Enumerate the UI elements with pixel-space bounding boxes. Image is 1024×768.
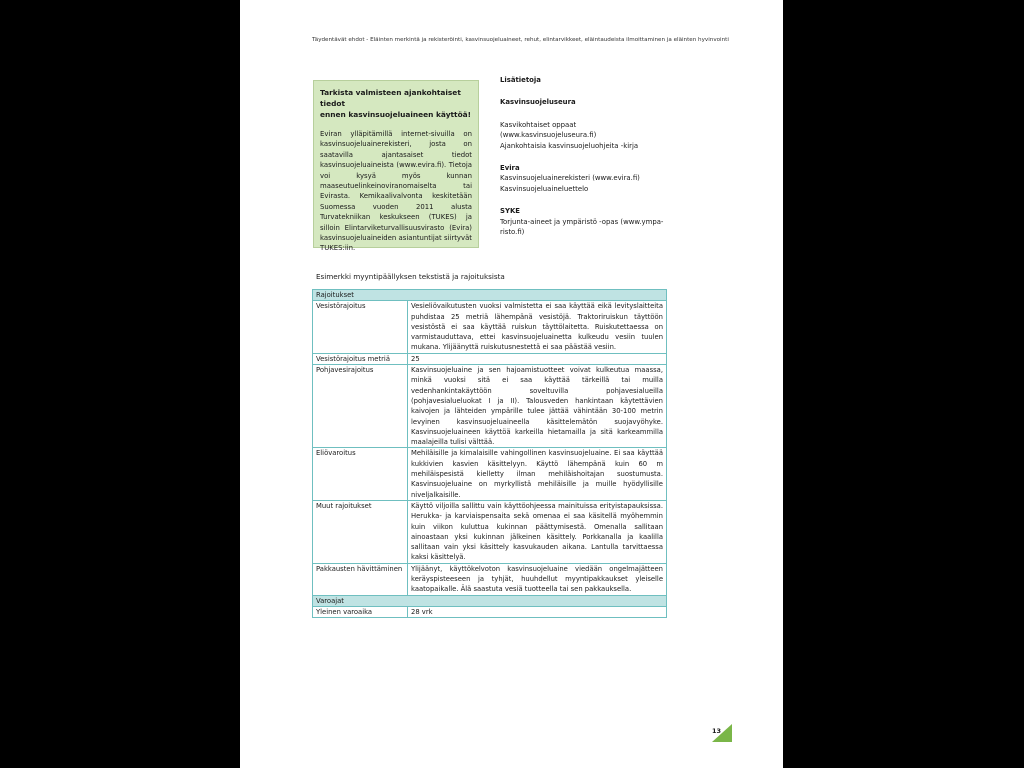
- row-key: Muut rajoitukset: [313, 500, 408, 563]
- notice-title-line-2: ennen kasvinsuojeluaineen käyttöä!: [320, 110, 472, 119]
- notice-body: Eviran ylläpitämillä internet-sivuilla on kasvinsuojeluainerekisteri, josta on saatavilla ajantasaiset tiedot kasvinsuojeluaineista (www.evira.fi). Tietoja voi kysyä myös kunnan maaseutuelinkeinoviranomaiselta tai Evirasta. Kemikaalivalvonta keskitetään Suomessa vuoden 2011 alusta Turvatekniikan keskukseen (TUKES) ja silloin Elintarviketurvallisuusvirasto (Evira) kasvinsuojeluaineiden asiantuntijat siirtyvät TUKES:iin.: [320, 130, 472, 253]
- table-row: [313, 353, 667, 364]
- section-label: Varoajat: [313, 595, 667, 606]
- row-value: Kasvinsuojeluaine ja sen hajoamistuotteet voivat kulkeutua maassa, minkä vuoksi sitä ei saa käyttää tärkeillä tai muilla vedenhankintakäyttöön soveltuvilla pohjavesialueilla (pohjavesialueluokat I ja II). Talousveden hankintaan käytettävien kaivojen ja lähteiden ympärille tulee jättää vähintään 30-100 metrin levyinen kasvinsuojeluaineella käsittelemätön suojavyöhyke. Kasvinsuojeluaineen käyttöä karkeilla hietamailla ja sitä karkeammilla maalajeilla tulisi välttää.: [408, 365, 667, 448]
- section-row-waiting-periods: [313, 595, 667, 606]
- org1-line-1: Kasvikohtaiset oppaat: [500, 120, 577, 129]
- row-key: Vesistörajoitus: [313, 301, 408, 353]
- row-key: Pakkausten hävittäminen: [313, 563, 408, 595]
- row-key: Pohjavesirajoitus: [313, 365, 408, 448]
- row-value: 25: [408, 353, 667, 364]
- table-row: [313, 301, 667, 353]
- org-evira: Evira: [500, 164, 520, 173]
- table-caption: Esimerkki myyntipäällyksen tekstistä ja rajoituksista: [316, 272, 505, 281]
- org1-line-2: (www.kasvinsuojeluseura.fi): [500, 131, 597, 140]
- row-value: 28 vrk: [408, 606, 667, 617]
- org2-line-1: Kasvinsuojeluainerekisteri (www.evira.fi): [500, 174, 640, 183]
- notice-title: [320, 87, 472, 120]
- table-row: [313, 606, 667, 617]
- table-row: [313, 365, 667, 448]
- notice-title-line-1: Tarkista valmisteen ajankohtaiset tiedot: [320, 88, 461, 108]
- table-row: [313, 448, 667, 500]
- org-syke: SYKE: [500, 207, 520, 216]
- restrictions-table: [312, 289, 667, 618]
- row-key: Eliövaroitus: [313, 448, 408, 500]
- info-heading: Lisätietoja: [500, 76, 541, 84]
- row-value: Käyttö viljoilla sallittu vain käyttöohjeessa mainituissa erityistapauksissa. Herukka- ja karviaispensaita sekä omenaa ei saa käsitellä myöhemmin kuin viikon kuluttua kukinnan päättymisestä. Omenalla sallitaan ainoastaan yksi kukinnan jälkeinen käsittely. Porkkanalla ja kaalilla sallitaan vain yksi käsittely kasvukauden aikana. Lantulla tarvittaessa kaksi käsittelyä.: [408, 500, 667, 563]
- org2-line-2: Kasvinsuojeluaineluettelo: [500, 184, 589, 193]
- row-key: Yleinen varoaika: [313, 606, 408, 617]
- row-value: Ylijäänyt, käyttökelvoton kasvinsuojeluaine viedään ongelmajätteen keräyspisteeseen ja tyhjät, huuhdellut myyntipakkaukset yleiselle kaatopaikalle. Älä saastuta vesiä tuotteella tai sen pakkauksella.: [408, 563, 667, 595]
- running-header: Täydentävät ehdot - Eläinten merkintä ja rekisteröinti, kasvinsuojeluaineet, rehut, elintarvikkeet, eläintaudeista ilmoittaminen ja eläinten hyvinvointi: [312, 37, 729, 43]
- document-page: [240, 0, 783, 768]
- table-row: [313, 563, 667, 595]
- table-row: [313, 500, 667, 563]
- page-number: 13: [712, 727, 722, 735]
- org3-line-1: Torjunta-aineet ja ympäristö -opas (www.ympa-: [500, 217, 664, 226]
- org1-line-3: Ajankohtaisia kasvinsuojeluohjeita -kirja: [500, 141, 639, 150]
- notice-box: [313, 80, 479, 253]
- section-label: Rajoitukset: [313, 290, 667, 301]
- row-value: Mehiläisille ja kimalaisille vahingollinen kasvinsuojeluaine. Ei saa käyttää kukkivien kasvien käsittelyyn. Käyttö lähempänä kuin 60 m mehiläispesistä kielletty ilman mehiläishoitajan suostumusta. Kasvinsuojeluaine on myrkyllistä mehiläisille ja muille hyödyllisille niveljalkaisille.: [408, 448, 667, 500]
- org3-line-2: risto.fi): [500, 228, 525, 237]
- row-key: Vesistörajoitus metriä: [313, 353, 408, 364]
- info-column: [500, 75, 670, 237]
- row-value: Vesieliövaikutusten vuoksi valmistetta ei saa käyttää eikä levityslaitteita puhdistaa 25 metriä lähempänä vesistöjä. Traktoriruiskun täyttöön vesistöstä ei saa käyttää ruiskun täyttölaitetta. Ruiskutettaessa on varmistauduttava, ettei kasvinsuojeluainetta kulkeudu vesiin tuulen mukana. Ylijäänyttä ruiskutusnestettä ei saa päästää vesiin.: [408, 301, 667, 353]
- org-kasvinsuojeluseura: Kasvinsuojeluseura: [500, 98, 576, 107]
- section-row-restrictions: [313, 290, 667, 301]
